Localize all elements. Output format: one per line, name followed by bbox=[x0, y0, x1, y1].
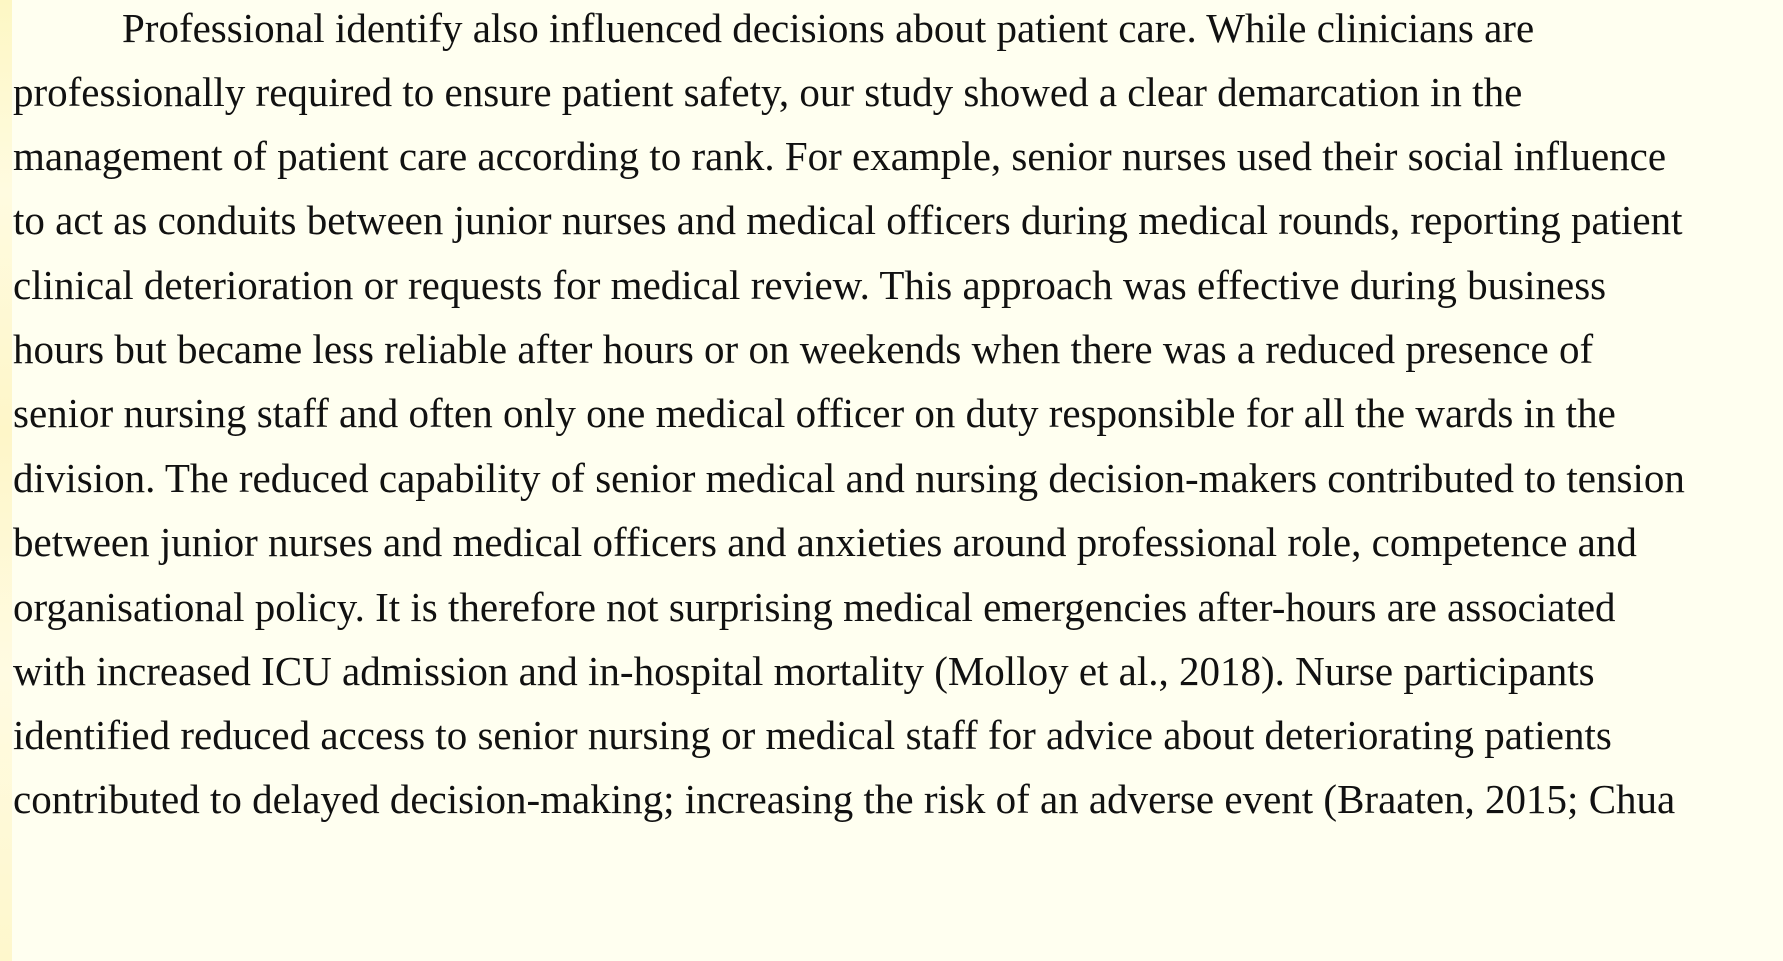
paragraph-line-9: between junior nurses and medical officers and anxieties around professional role, competence and bbox=[13, 519, 1637, 565]
paragraph-line-3: management of patient care according to rank. For example, senior nurses used their social influence bbox=[13, 133, 1667, 179]
paragraph-line-7: senior nursing staff and often only one medical officer on duty responsible for all the wards in the bbox=[13, 390, 1616, 436]
paragraph-line-11: with increased ICU admission and in-hospital mortality (Molloy et al., 2018). Nurse participants bbox=[13, 648, 1595, 694]
paragraph-line-13: contributed to delayed decision-making; increasing the risk of an adverse event (Braaten, 2015; Chua bbox=[13, 776, 1676, 822]
paragraph-line-10: organisational policy. It is therefore not surprising medical emergencies after-hours are associated bbox=[13, 584, 1616, 630]
paragraph-line-1: Professional identify also influenced decisions about patient care. While clinicians are bbox=[122, 5, 1535, 51]
document-page bbox=[13, 0, 1773, 961]
paragraph-line-8: division. The reduced capability of senior medical and nursing decision-makers contributed to tension bbox=[13, 455, 1685, 501]
paragraph-line-4: to act as conduits between junior nurses and medical officers during medical rounds, reporting patient bbox=[13, 197, 1683, 243]
paragraph-line-12: identified reduced access to senior nursing or medical staff for advice about deteriorating patients bbox=[13, 712, 1612, 758]
paragraph-line-6: hours but became less reliable after hours or on weekends when there was a reduced presence of bbox=[13, 326, 1594, 372]
paragraph-line-2: professionally required to ensure patient safety, our study showed a clear demarcation in the bbox=[13, 69, 1523, 115]
left-margin-highlight bbox=[0, 0, 12, 961]
paragraph-line-5: clinical deterioration or requests for medical review. This approach was effective during business bbox=[13, 262, 1607, 308]
